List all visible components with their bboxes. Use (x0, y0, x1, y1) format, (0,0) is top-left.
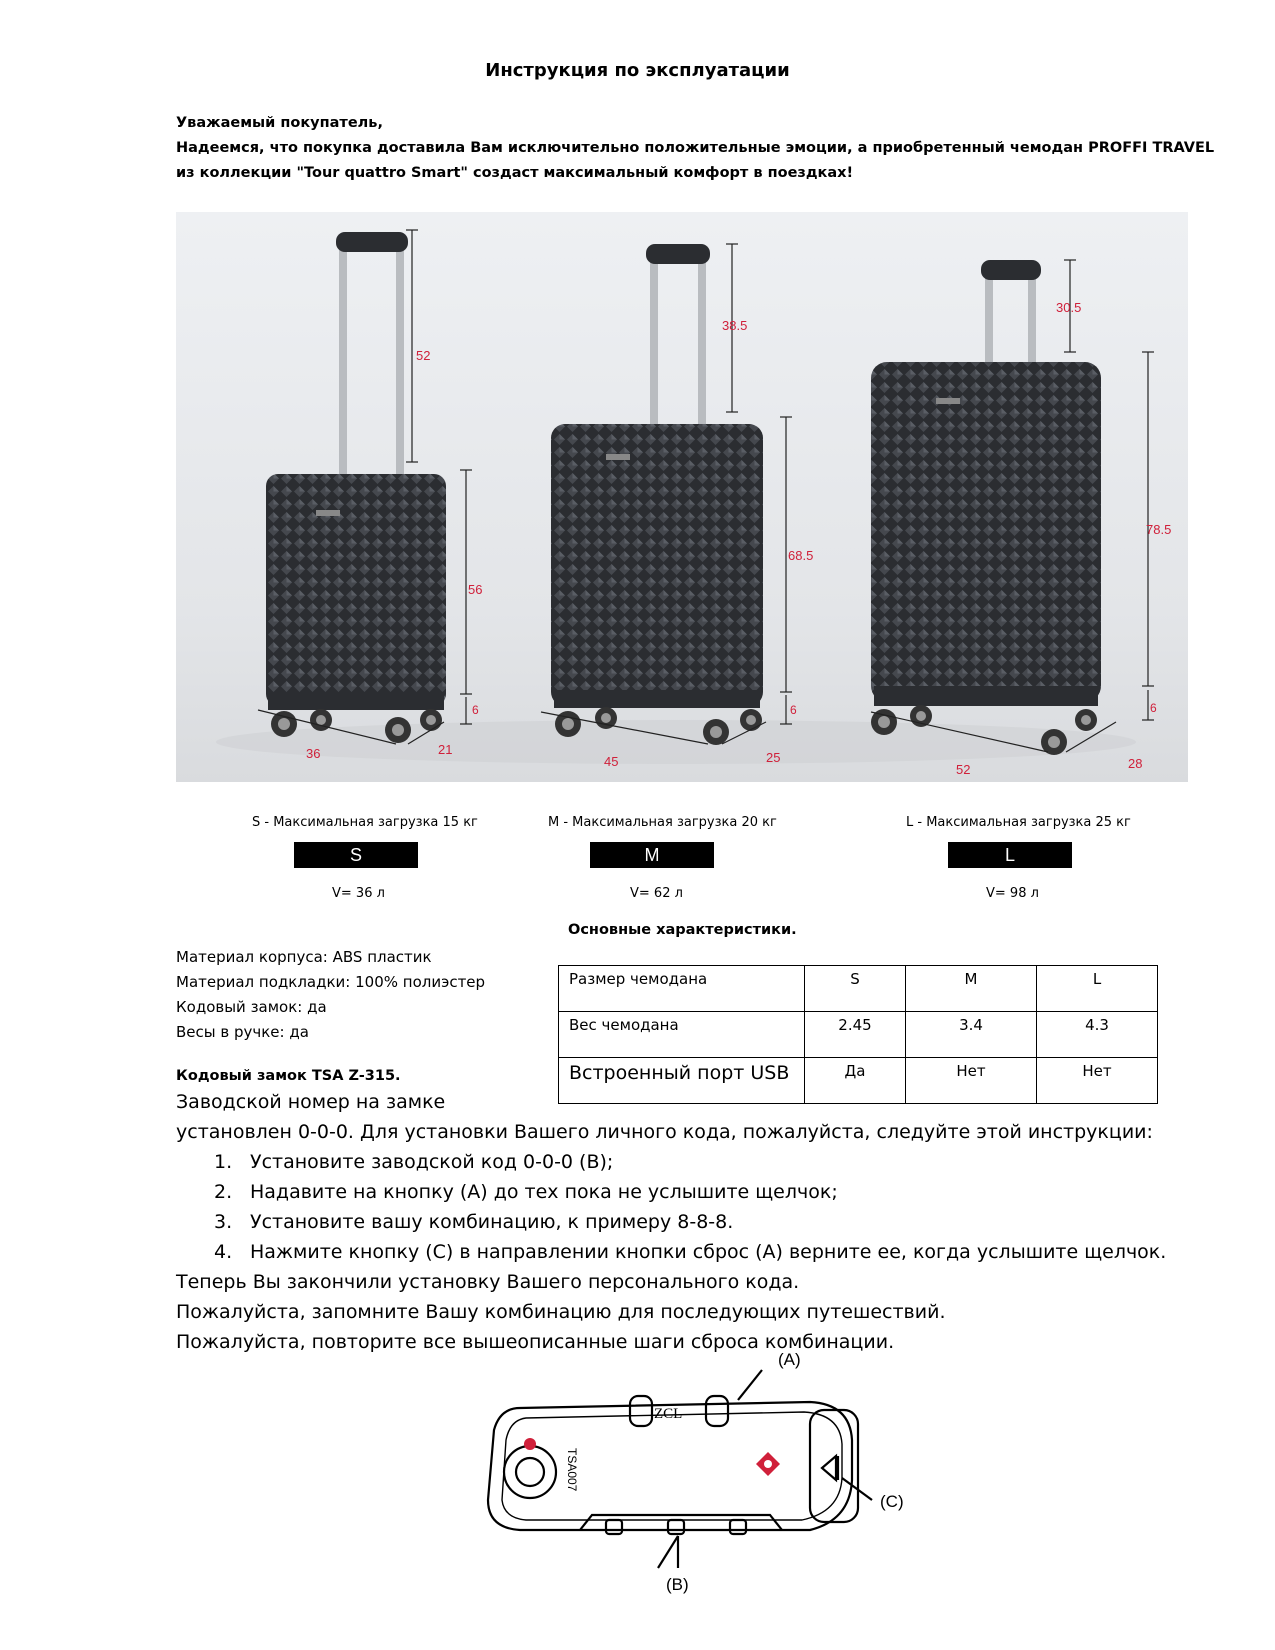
suitcase-small (266, 232, 446, 743)
spec-body-material: Материал корпуса: ABS пластик (176, 948, 432, 966)
dim-l-handle: 30.5 (1056, 300, 1082, 315)
label-c: (C) (880, 1492, 904, 1511)
lock-model: Кодовый замок TSA Z-315. (176, 1068, 401, 1084)
outro-3: Пожалуйста, повторите все вышеописанные шаги сброса комбинации. (176, 1331, 895, 1353)
size-s-volume: V= 36 л (332, 886, 385, 901)
table-cell: L (1037, 966, 1158, 1012)
table-cell: Нет (1037, 1058, 1158, 1104)
specs-heading: Основные характеристики. (568, 922, 797, 938)
spec-handle-scale: Весы в ручке: да (176, 1023, 309, 1041)
size-l-badge: L (948, 842, 1072, 868)
size-m-volume: V= 62 л (630, 886, 683, 901)
dim-l-wheel: 6 (1150, 701, 1157, 715)
greeting-line-2: Надеемся, что покупка доставила Вам исключительно положительные эмоции, а приобретенный чемодан PROFFI TRAVEL (176, 140, 1215, 156)
size-m-badge: M (590, 842, 714, 868)
tsa-lock-diagram (480, 1360, 920, 1570)
label-b: (B) (666, 1575, 689, 1594)
table-cell: 2.45 (805, 1012, 906, 1058)
dim-m-height: 68.5 (788, 548, 814, 563)
table-cell: Встроенный порт USB (559, 1058, 805, 1104)
table-row (559, 1012, 1158, 1058)
lock-intro-1: Заводской номер на замке (176, 1091, 446, 1113)
step-number: 3. (214, 1211, 233, 1233)
step-2: Надавите на кнопку (A) до тех пока не услышите щелчок; (250, 1181, 838, 1203)
size-s-badge: S (294, 842, 418, 868)
dim-s-depth: 21 (438, 742, 453, 757)
greeting-line-3: из коллекции "Tour quattro Smart" создаст максимальный комфорт в поездках! (176, 165, 854, 181)
lock-tsa-label: TSA007 (565, 1448, 579, 1492)
dim-m-width: 45 (604, 754, 619, 769)
dim-m-depth: 25 (766, 750, 781, 765)
suitcase-photo (176, 212, 1188, 782)
step-number: 2. (214, 1181, 233, 1203)
table-cell: S (805, 966, 906, 1012)
step-number: 1. (214, 1151, 233, 1173)
dim-m-wheel: 6 (790, 703, 797, 717)
table-cell: Размер чемодана (559, 966, 805, 1012)
step-4: Нажмите кнопку (C) в направлении кнопки сброс (A) верните ее, когда услышите щелчок. (250, 1241, 1167, 1263)
dim-l-width: 52 (956, 762, 971, 777)
dim-s-handle: 52 (416, 348, 431, 363)
step-1: Установите заводской код 0-0-0 (B); (250, 1151, 614, 1173)
dim-s-height: 56 (468, 582, 483, 597)
dim-m-handle: 38.5 (722, 318, 748, 333)
spec-lining-material: Материал подкладки: 100% полиэстер (176, 973, 486, 991)
table-row (559, 1058, 1158, 1104)
specs-table (558, 965, 1158, 1104)
table-cell: Нет (906, 1058, 1037, 1104)
dim-l-height: 78.5 (1146, 522, 1172, 537)
greeting-line-1: Уважаемый покупатель, (176, 115, 383, 131)
lock-brand-label: ZCL (654, 1406, 683, 1422)
table-cell: Вес чемодана (559, 1012, 805, 1058)
size-m-caption: M - Максимальная загрузка 20 кг (548, 815, 777, 830)
page-title: Инструкция по эксплуатации (485, 60, 790, 81)
label-a: (A) (778, 1350, 801, 1369)
size-s-caption: S - Максимальная загрузка 15 кг (252, 815, 478, 830)
table-cell: Да (805, 1058, 906, 1104)
step-3: Установите вашу комбинацию, к примеру 8-8-8. (250, 1211, 734, 1233)
size-l-caption: L - Максимальная загрузка 25 кг (906, 815, 1131, 830)
table-row (559, 966, 1158, 1012)
outro-1: Теперь Вы закончили установку Вашего персонального кода. (176, 1271, 800, 1293)
suitcase-large (871, 260, 1101, 755)
dim-s-width: 36 (306, 746, 321, 761)
dim-l-depth: 28 (1128, 756, 1143, 771)
size-l-volume: V= 98 л (986, 886, 1039, 901)
table-cell: M (906, 966, 1037, 1012)
table-cell: 3.4 (906, 1012, 1037, 1058)
step-number: 4. (214, 1241, 233, 1263)
dim-s-wheel: 6 (472, 703, 479, 717)
lock-intro-2: установлен 0-0-0. Для установки Вашего личного кода, пожалуйста, следуйте этой инструкции: (176, 1121, 1153, 1143)
spec-combination-lock: Кодовый замок: да (176, 998, 327, 1016)
outro-2: Пожалуйста, запомните Вашу комбинацию для последующих путешествий. (176, 1301, 946, 1323)
table-cell: 4.3 (1037, 1012, 1158, 1058)
